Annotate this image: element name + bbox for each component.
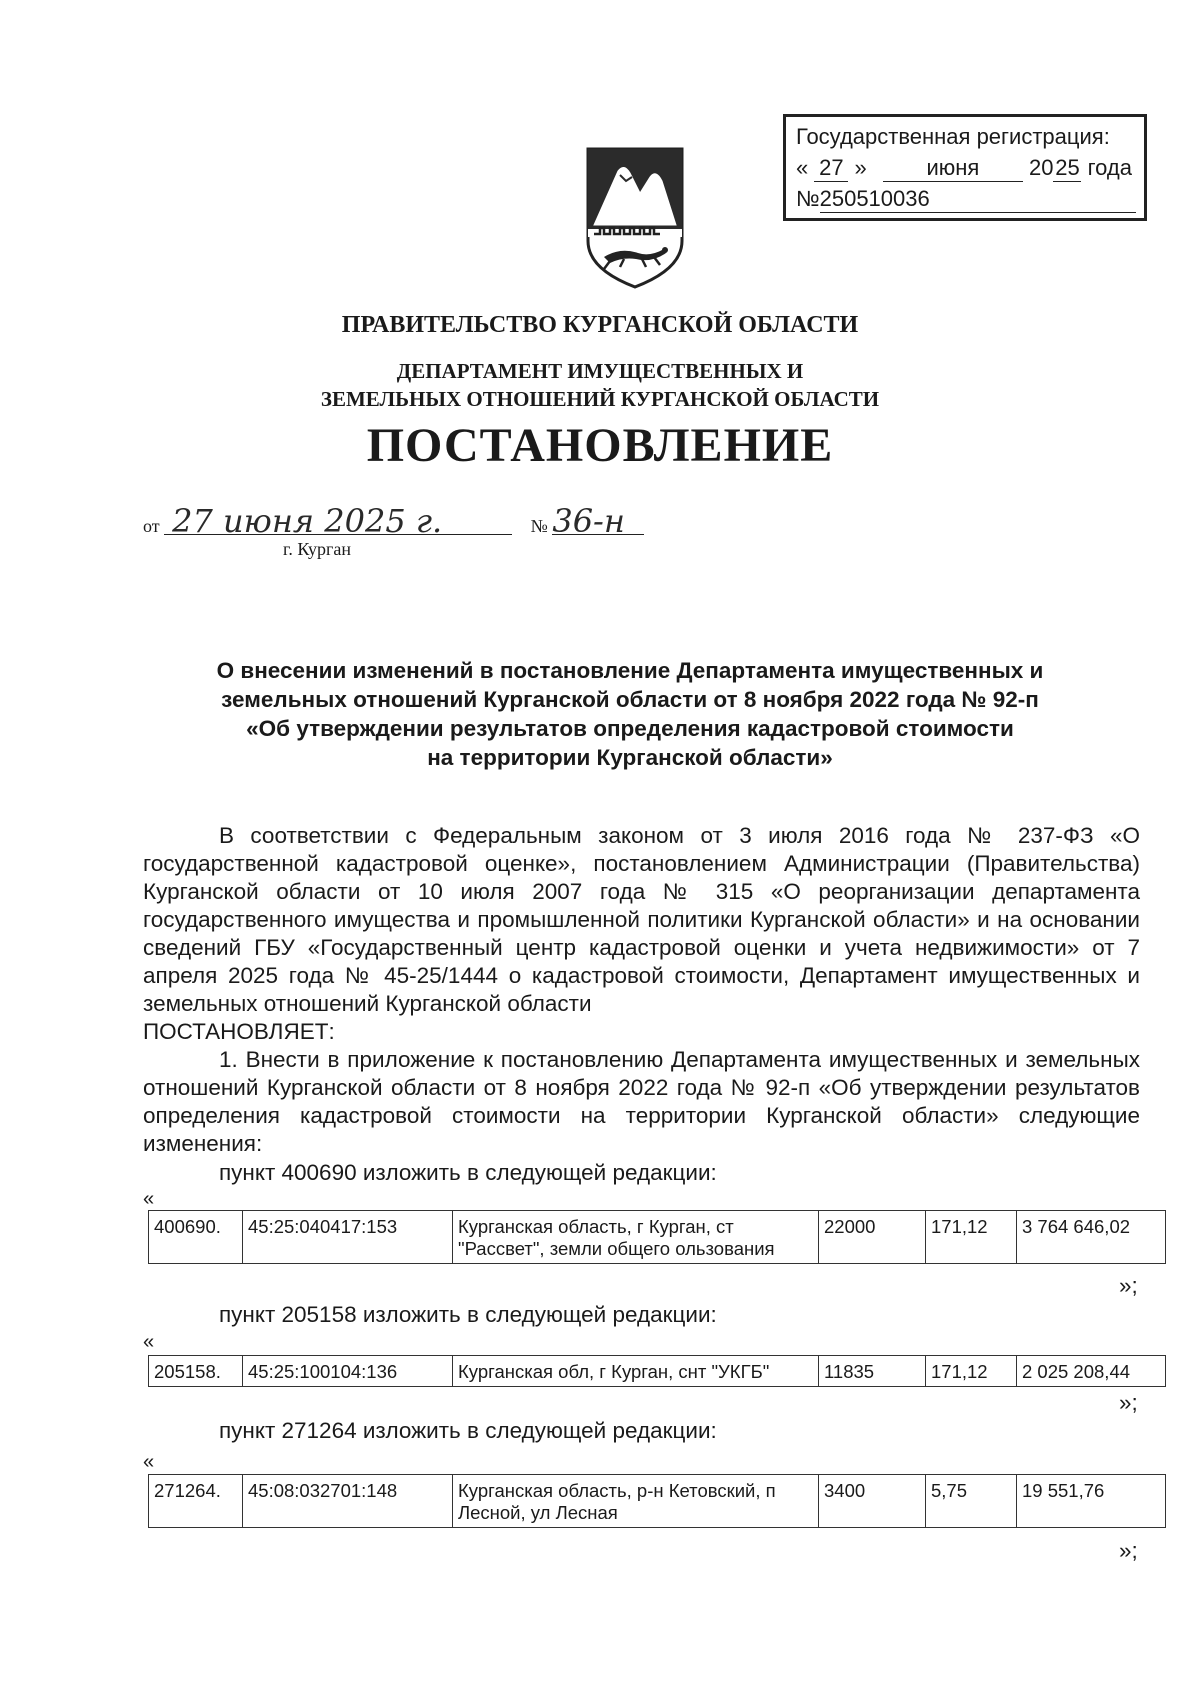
date-from-label: от	[143, 516, 160, 536]
subject-heading	[160, 656, 1100, 772]
decree-number-label: №	[530, 516, 548, 536]
table-cell-address: Курганская область, р-н Кетовский, п Лесной, ул Лесная	[453, 1475, 819, 1528]
stamp-number: 250510036	[820, 186, 1136, 213]
table-cell-cadastral: 45:08:032701:148	[243, 1475, 453, 1528]
government-heading: ПРАВИТЕЛЬСТВО КУРГАНСКОЙ ОБЛАСТИ	[341, 312, 859, 338]
table-cell-item: 205158.	[149, 1356, 243, 1387]
table-cell-rate: 171,12	[926, 1356, 1017, 1387]
stamp-month: июня	[883, 155, 1023, 182]
department-heading	[0, 357, 1200, 413]
date-number-line	[143, 502, 644, 540]
table-cell-area: 22000	[819, 1211, 926, 1264]
subject-line-2: земельных отношений Курганской области от 8 ноября 2022 года № 92-п	[221, 687, 1039, 712]
stamp-number-label: №	[796, 186, 820, 211]
preamble-paragraph: В соответствии с Федеральным законом от 3 июля 2016 года № 237-ФЗ «О государственной кадастровой оценке», постановлением Администрации (Правительства) Курганской области от 10 июля 2007 года № 315 «О реорганизации департамента государственного имущества и промышленной политики Курганской области» и на основании сведений ГБУ «Государственный центр кадастровой оценки и учета недвижимости» от 7 апреля 2025 года № 45-25/1444 о кадастровой стоимости, Департамент имущественных и земельных отношений Курганской области	[143, 823, 1140, 1016]
stamp-title: Государственная регистрация:	[796, 124, 1110, 149]
table-cell-rate: 5,75	[926, 1475, 1017, 1528]
table-cell-address: Курганская область, г Курган, ст "Рассвет", земли общего ользования	[453, 1211, 819, 1264]
registration-stamp	[783, 114, 1147, 221]
handwritten-date: 27 июня 2025 г.	[164, 508, 512, 535]
table-cell-value: 19 551,76	[1017, 1475, 1166, 1528]
table-cell-value: 3 764 646,02	[1017, 1211, 1166, 1264]
close-quote: »;	[1119, 1390, 1138, 1415]
close-quote: »;	[1119, 1273, 1138, 1298]
close-quote: »;	[1119, 1538, 1138, 1563]
stamp-quote-close: »	[854, 155, 867, 180]
amendment-intro: пункт 400690 изложить в следующей редакции:	[219, 1160, 717, 1185]
amendment-table	[148, 1474, 1166, 1528]
document-type-title: ПОСТАНОВЛЕНИЕ	[366, 419, 834, 472]
table-cell-cadastral: 45:25:040417:153	[243, 1211, 453, 1264]
department-line-1: ДЕПАРТАМЕНТ ИМУЩЕСТВЕННЫХ И	[396, 359, 804, 383]
amendment-intro: пункт 205158 изложить в следующей редакции:	[219, 1302, 717, 1327]
table-cell-rate: 171,12	[926, 1211, 1017, 1264]
table-cell-area: 11835	[819, 1356, 926, 1387]
subject-line-4: на территории Курганской области»	[427, 745, 833, 770]
table-cell-item: 400690.	[149, 1211, 243, 1264]
subject-line-1: О внесении изменений в постановление Департамента имущественных и	[216, 658, 1044, 683]
decree-word: ПОСТАНОВЛЯЕТ:	[143, 1019, 335, 1044]
stamp-year-suffix: 25	[1055, 155, 1080, 180]
open-quote: «	[143, 1451, 155, 1473]
handwritten-number: 36-н	[552, 508, 644, 535]
subject-line-3: «Об утверждении результатов определения кадастровой стоимости	[246, 716, 1014, 741]
stamp-year-prefix: 20	[1029, 155, 1054, 180]
coat-of-arms-emblem	[580, 141, 690, 291]
open-quote: «	[143, 1188, 155, 1210]
stamp-quote-open: «	[796, 155, 809, 180]
stamp-date-row	[796, 152, 1136, 183]
department-line-2: ЗЕМЕЛЬНЫХ ОТНОШЕНИЙ КУРГАНСКОЙ ОБЛАСТИ	[320, 387, 880, 411]
table-cell-address: Курганская обл, г Курган, снт "УКГБ"	[453, 1356, 819, 1387]
amendment-table	[148, 1210, 1166, 1264]
table-row	[149, 1475, 1166, 1528]
stamp-year-word: года	[1087, 155, 1132, 180]
stamp-number-row	[796, 183, 1136, 214]
table-row	[149, 1211, 1166, 1264]
open-quote: «	[143, 1331, 155, 1353]
amendment-table	[148, 1355, 1166, 1387]
table-row	[149, 1356, 1166, 1387]
item-1-paragraph: 1. Внести в приложение к постановлению Департамента имущественных и земельных отношений Курганской области от 8 ноября 2022 года № 92-п «Об утверждении результатов определения кадастровой стоимости на территории Курганской области» следующие изменения:	[143, 1047, 1140, 1156]
city-name: г. Курган	[283, 539, 352, 559]
table-cell-item: 271264.	[149, 1475, 243, 1528]
amendment-intro: пункт 271264 изложить в следующей редакции:	[219, 1418, 717, 1443]
stamp-day: 27	[814, 155, 848, 182]
table-cell-value: 2 025 208,44	[1017, 1356, 1166, 1387]
table-cell-area: 3400	[819, 1475, 926, 1528]
table-cell-cadastral: 45:25:100104:136	[243, 1356, 453, 1387]
